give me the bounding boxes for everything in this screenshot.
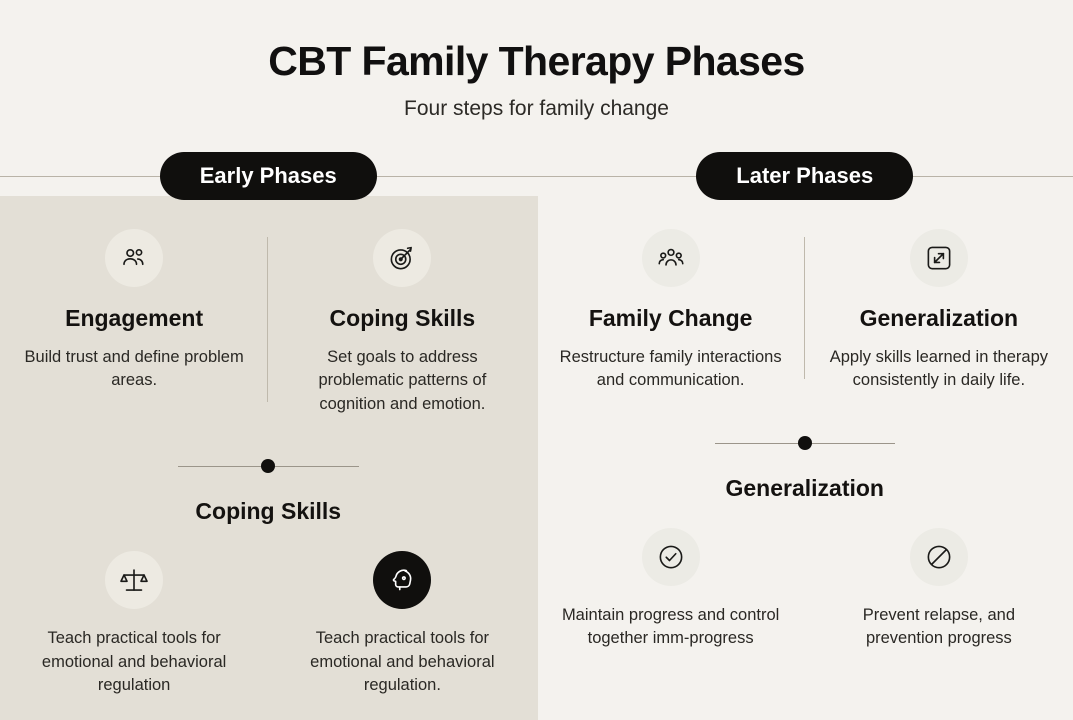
page-header bbox=[0, 0, 1073, 121]
early-phases-mid-title: Coping Skills bbox=[195, 498, 342, 525]
family-group-icon bbox=[642, 229, 700, 287]
exchange-arrows-icon bbox=[910, 229, 968, 287]
cell-emotional-regulation-left-text: Teach practical tools for emotional and behavioral regulation bbox=[41, 629, 227, 695]
early-phases-bottom-cells bbox=[0, 551, 537, 697]
cell-engagement-text: Build trust and define problem areas. bbox=[24, 348, 244, 390]
cell-coping-skills-top bbox=[268, 229, 536, 416]
early-phases-top-cells bbox=[0, 229, 537, 416]
early-phases-mid-dot bbox=[261, 459, 275, 473]
balance-scale-icon bbox=[105, 551, 163, 609]
later-phases-pill: Later Phases bbox=[696, 152, 913, 200]
check-circle-icon bbox=[642, 528, 700, 586]
page-title: CBT Family Therapy Phases bbox=[268, 38, 805, 84]
cell-prevent-relapse-text: Prevent relapse, and prevention progress bbox=[862, 605, 1015, 648]
column-later-phases bbox=[537, 149, 1073, 698]
phase-columns bbox=[0, 149, 1073, 698]
later-phases-header-row bbox=[537, 149, 1073, 203]
cell-family-change bbox=[537, 229, 805, 393]
early-phases-header-row bbox=[0, 149, 537, 203]
early-phases-mid-separator bbox=[0, 434, 537, 498]
cell-maintain-progress bbox=[537, 528, 805, 651]
cell-engagement bbox=[0, 229, 268, 416]
early-phases-pill: Early Phases bbox=[160, 152, 377, 200]
head-brain-icon bbox=[373, 551, 431, 609]
cell-emotional-regulation-right bbox=[268, 551, 536, 697]
prohibited-icon bbox=[910, 528, 968, 586]
cell-emotional-regulation-right-text: Teach practical tools for emotional and behavioral regulation. bbox=[310, 629, 495, 695]
cell-maintain-progress-text: Maintain progress and control together imm-progress bbox=[561, 605, 780, 648]
column-early-phases bbox=[0, 149, 537, 698]
later-phases-top-cells bbox=[537, 229, 1073, 393]
cell-generalization-top bbox=[805, 229, 1073, 393]
later-phases-bottom-cells bbox=[537, 528, 1073, 651]
cell-engagement-title: Engagement bbox=[65, 305, 204, 331]
cell-generalization-top-text: Apply skills learned in therapy consistently in daily life. bbox=[829, 348, 1049, 390]
later-phases-mid-dot bbox=[798, 436, 812, 450]
cell-emotional-regulation-left bbox=[0, 551, 268, 697]
target-arrow-icon bbox=[373, 229, 431, 287]
cell-coping-skills-top-text: Set goals to address problematic patterns of cognition and emotion. bbox=[318, 348, 487, 413]
page-subtitle: Four steps for family change bbox=[404, 97, 669, 120]
cell-generalization-top-title: Generalization bbox=[859, 305, 1019, 331]
later-phases-mid-separator bbox=[537, 411, 1073, 475]
people-pair-icon bbox=[105, 229, 163, 287]
later-phases-mid-title: Generalization bbox=[725, 474, 884, 501]
cell-coping-skills-top-title: Coping Skills bbox=[329, 305, 476, 331]
cell-family-change-title: Family Change bbox=[588, 305, 753, 331]
cell-family-change-text: Restructure family interactions and communication. bbox=[559, 348, 782, 390]
cell-prevent-relapse bbox=[805, 528, 1073, 651]
